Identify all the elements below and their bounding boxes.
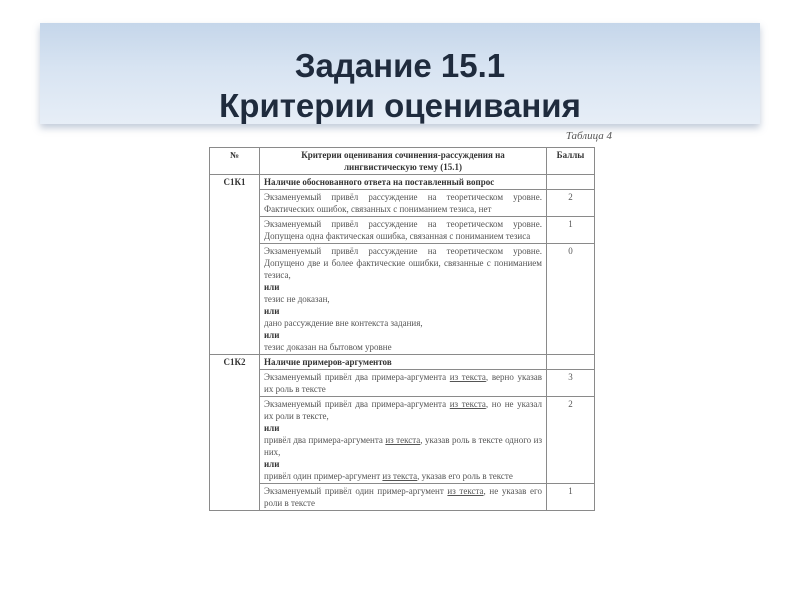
description-text: дано рассуждение вне контекста задания, xyxy=(264,318,423,328)
criterion-description xyxy=(260,397,547,484)
header-criteria: Критерии оценивания сочинения-рассуждения на лингвистическую тему (15.1) xyxy=(260,148,547,175)
description-line xyxy=(264,398,542,422)
slide-subtitle: Критерии оценивания xyxy=(219,87,581,124)
description-line xyxy=(264,434,542,458)
score-value: 0 xyxy=(547,244,595,355)
criterion-description: Экзаменуемый привёл рассуждение на теоретическом уровне. Допущена одна фактическая ошибка, связанная с пониманием тезиса xyxy=(260,217,547,244)
or-keyword: или xyxy=(264,306,280,316)
description-text: , не указав его роли в тексте xyxy=(264,486,542,508)
description-text: тезис не доказан, xyxy=(264,294,330,304)
criterion-code: С1К1 xyxy=(210,175,260,355)
table-row xyxy=(210,397,595,484)
description-text: Экзаменуемый привёл два примера-аргумента xyxy=(264,399,450,409)
score-value: 1 xyxy=(547,484,595,511)
score-value: 3 xyxy=(547,370,595,397)
criterion-description xyxy=(260,244,547,355)
description-line xyxy=(264,470,542,482)
underlined-text: из текста xyxy=(385,435,421,445)
description-text: , верно указав их роль в тексте xyxy=(264,372,543,394)
description-text: , указав роль в тексте одного из них, xyxy=(264,435,542,457)
underlined-text: из текста xyxy=(449,399,486,409)
criterion-row-k1 xyxy=(210,175,595,190)
criteria-table xyxy=(209,147,595,511)
description-text: привёл два примера-аргумента xyxy=(264,435,386,445)
or-keyword: или xyxy=(264,459,280,469)
header-points: Баллы xyxy=(547,148,595,175)
description-text: Экзаменуемый привёл один пример-аргумент xyxy=(264,486,448,496)
score-value: 2 xyxy=(547,190,595,217)
description-text: тезис доказан на бытовом уровне xyxy=(264,342,392,352)
underlined-text: из текста xyxy=(382,471,418,481)
description-text: , указав его роль в тексте xyxy=(417,471,513,481)
criterion-row-k2 xyxy=(210,355,595,370)
criterion-points-empty xyxy=(547,355,595,370)
slide-title: Задание 15.1 xyxy=(294,47,506,84)
slide-title-band xyxy=(40,23,760,124)
or-keyword: или xyxy=(264,282,280,292)
table-row xyxy=(210,484,595,511)
or-keyword: или xyxy=(264,330,280,340)
underlined-text: из текста xyxy=(449,372,486,382)
or-keyword: или xyxy=(264,423,280,433)
table-row xyxy=(210,217,595,244)
criterion-title: Наличие примеров-аргументов xyxy=(260,355,547,370)
description-text: привёл один пример-аргумент xyxy=(264,471,383,481)
criterion-description xyxy=(260,484,547,511)
table-row xyxy=(210,244,595,355)
header-number: № xyxy=(210,148,260,175)
criterion-description xyxy=(260,370,547,397)
criterion-code: С1К2 xyxy=(210,355,260,511)
criterion-description: Экзаменуемый привёл рассуждение на теоретическом уровне. Фактических ошибок, связанных с пониманием тезиса, нет xyxy=(260,190,547,217)
description-text: Экзаменуемый привёл рассуждение на теоретическом уровне. Допущено две и более фактические ошибки, связанные с пониманием тезиса, xyxy=(264,246,542,280)
score-value: 1 xyxy=(547,217,595,244)
table-row xyxy=(210,370,595,397)
description-text: , но не указал их роли в тексте, xyxy=(264,399,542,421)
underlined-text: из текста xyxy=(447,486,484,496)
criterion-points-empty xyxy=(547,175,595,190)
score-value: 2 xyxy=(547,397,595,484)
description-text: Экзаменуемый привёл два примера-аргумента xyxy=(264,372,450,382)
table-caption: Таблица 4 xyxy=(565,130,612,142)
table-row xyxy=(210,190,595,217)
criterion-title: Наличие обоснованного ответа на поставленный вопрос xyxy=(260,175,547,190)
table-header-row xyxy=(210,148,595,175)
